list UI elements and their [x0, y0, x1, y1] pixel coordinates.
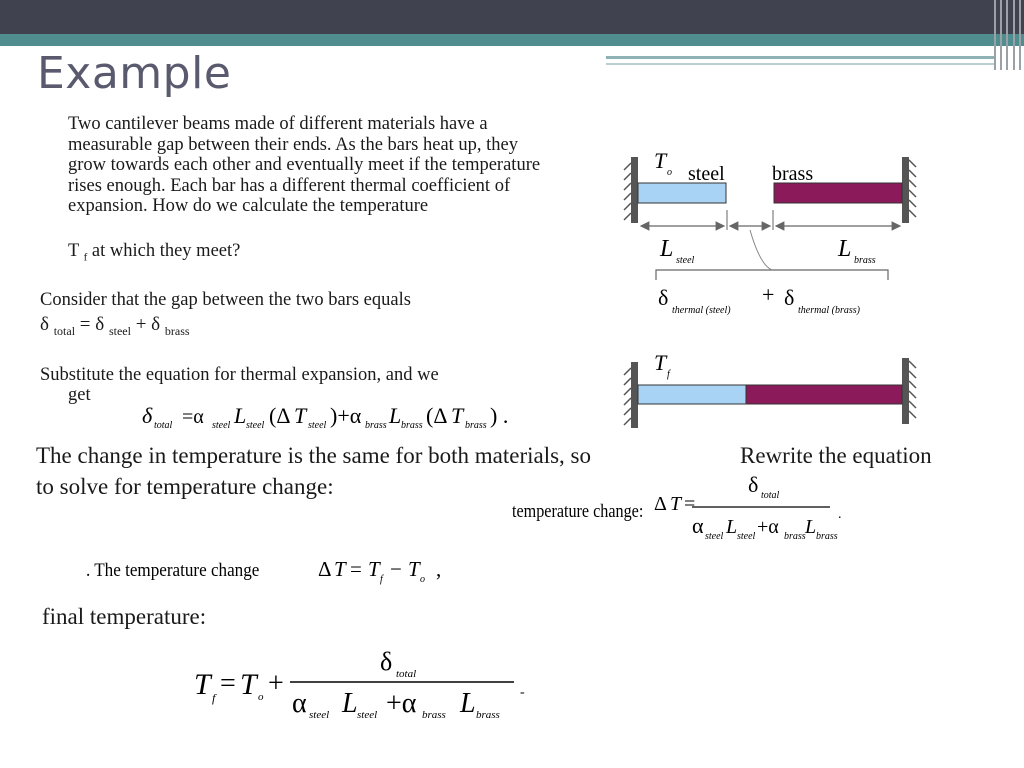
substitute-line-1: Substitute the equation for thermal expansion, and we — [40, 365, 439, 385]
svg-text:steel: steel — [308, 420, 327, 431]
temperature-change-equation — [512, 470, 852, 550]
svg-text:=: = — [350, 557, 362, 581]
t-final-sub: f — [667, 369, 670, 380]
delta-steel-symbol: δ — [658, 285, 669, 310]
corner-stripes — [990, 0, 1024, 70]
delta-steel-sub: thermal (steel) — [672, 305, 731, 316]
delta-t-prefix: . The temperature change — [86, 559, 260, 581]
final-state — [624, 350, 916, 428]
svg-text:+: + — [268, 668, 284, 699]
svg-text:steel: steel — [705, 531, 724, 542]
delta-symbol: δ — [95, 314, 105, 335]
steel-label: steel — [688, 163, 725, 185]
svg-text:=: = — [684, 493, 696, 515]
change-line-1: The change in temperature is the same for both materials, so — [36, 443, 591, 468]
t-initial-symbol: T — [654, 148, 667, 173]
svg-text:.: . — [838, 507, 842, 522]
svg-text:)+α: )+α — [330, 403, 362, 428]
svg-text:f: f — [212, 691, 216, 705]
substitute-line-2: get — [68, 385, 91, 405]
gap-sum-equation — [40, 314, 190, 339]
svg-text:total: total — [396, 668, 417, 680]
svg-text:(Δ: (Δ — [426, 403, 448, 428]
beam-diagram — [600, 130, 930, 430]
svg-text:total: total — [761, 490, 780, 501]
svg-text:steel: steel — [737, 531, 756, 542]
brass-bar-final — [746, 385, 902, 404]
svg-text:=: = — [220, 668, 236, 699]
tf-subscript: f — [83, 251, 88, 264]
svg-text:L: L — [460, 688, 476, 719]
svg-text:δ: δ — [748, 472, 759, 497]
bracket — [656, 270, 888, 280]
svg-text:total: total — [154, 420, 173, 431]
svg-text:brass: brass — [401, 420, 423, 431]
teal-band — [0, 34, 1024, 46]
svg-text:δ: δ — [380, 647, 393, 676]
delta-t-definition — [86, 552, 456, 588]
l-steel-symbol: L — [660, 236, 674, 262]
steel-bar-final — [638, 385, 746, 404]
svg-text:α: α — [692, 513, 704, 538]
svg-text:brass: brass — [476, 709, 500, 721]
initial-state — [624, 148, 916, 316]
left-wall — [631, 157, 638, 223]
svg-text:T: T — [670, 493, 682, 515]
svg-text:brass: brass — [365, 420, 387, 431]
tf-rest: at which they meet? — [91, 241, 241, 261]
steel-bar — [638, 183, 726, 203]
svg-text:T: T — [368, 557, 380, 581]
svg-text:brass: brass — [465, 420, 487, 431]
svg-text:=α: =α — [182, 406, 204, 428]
svg-text:T: T — [451, 403, 464, 428]
top-bar — [0, 0, 1024, 34]
right-wall — [902, 157, 909, 223]
svg-text:o: o — [258, 691, 264, 703]
svg-text:+α: +α — [386, 688, 417, 719]
svg-text:T: T — [294, 403, 307, 428]
svg-text:o: o — [420, 574, 425, 585]
svg-text:-: - — [520, 685, 525, 700]
svg-text:L: L — [389, 403, 402, 428]
temperature-change-label: temperature change: — [512, 499, 644, 522]
svg-text:brass: brass — [816, 531, 838, 542]
left-wall — [631, 362, 638, 428]
svg-text:brass: brass — [422, 709, 446, 721]
intro-paragraph: Two cantilever beams made of different materials have a measurable gap between their ends. As the bars heat up, they grow towards each other and eventually meet if the temperature rises enough. Each bar has a different thermal coefficient of expansion. How do we calculate the temperature — [68, 114, 541, 216]
t-initial-sub: o — [667, 167, 672, 178]
svg-text:T: T — [334, 557, 346, 581]
svg-text:+α: +α — [757, 516, 779, 538]
svg-text:f: f — [380, 574, 383, 585]
l-brass-symbol: L — [838, 236, 852, 262]
plus-sign: + — [135, 314, 152, 335]
brass-bar — [774, 183, 902, 203]
svg-text:T: T — [408, 557, 420, 581]
equals-sign: = — [79, 314, 96, 335]
svg-text:L: L — [726, 516, 738, 538]
svg-text:L: L — [805, 516, 817, 538]
svg-text:(Δ: (Δ — [269, 403, 291, 428]
svg-text:Δ: Δ — [654, 493, 667, 515]
t-final-symbol: T — [654, 350, 667, 375]
substituted-equation — [142, 398, 512, 434]
svg-text:δ: δ — [142, 403, 153, 428]
steel-sub: steel — [108, 323, 131, 338]
svg-text:brass: brass — [784, 531, 806, 542]
rewrite-text: Rewrite the equation — [740, 443, 932, 468]
accent-line — [606, 63, 996, 65]
svg-text:T: T — [194, 668, 211, 701]
delta-brass-sub: thermal (brass) — [798, 305, 860, 316]
svg-text:L: L — [342, 688, 358, 719]
final-temperature-label: final temperature: — [42, 604, 207, 629]
svg-text:−: − — [390, 557, 402, 581]
consider-paragraph: Consider that the gap between the two bars equals — [40, 290, 411, 310]
svg-text:) .: ) . — [490, 403, 509, 428]
delta-brass-symbol: δ — [784, 285, 795, 310]
right-wall — [902, 358, 909, 424]
svg-text:steel: steel — [309, 709, 330, 721]
svg-text:,: , — [436, 557, 442, 581]
intro-question — [68, 241, 240, 264]
delta-symbol: δ — [40, 314, 49, 335]
total-sub: total — [53, 323, 76, 338]
l-brass-sub: brass — [854, 255, 876, 266]
svg-text:steel: steel — [212, 420, 231, 431]
l-steel-sub: steel — [676, 255, 695, 266]
final-temperature-equation — [192, 640, 532, 724]
pointer-curve — [750, 230, 772, 270]
svg-text:α: α — [292, 688, 307, 719]
slide-title: Example — [37, 48, 232, 99]
change-line-2: to solve for temperature change: — [36, 474, 334, 499]
svg-text:T: T — [240, 668, 257, 701]
svg-text:steel: steel — [246, 420, 265, 431]
svg-text:steel: steel — [357, 709, 378, 721]
delta-symbol: δ — [151, 314, 161, 335]
tf-symbol: T — [68, 241, 79, 261]
brass-label: brass — [772, 163, 814, 185]
accent-line — [606, 56, 996, 59]
svg-text:L: L — [234, 403, 247, 428]
svg-text:Δ: Δ — [318, 557, 332, 581]
plus-sign: + — [762, 282, 775, 307]
brass-sub: brass — [164, 323, 190, 338]
